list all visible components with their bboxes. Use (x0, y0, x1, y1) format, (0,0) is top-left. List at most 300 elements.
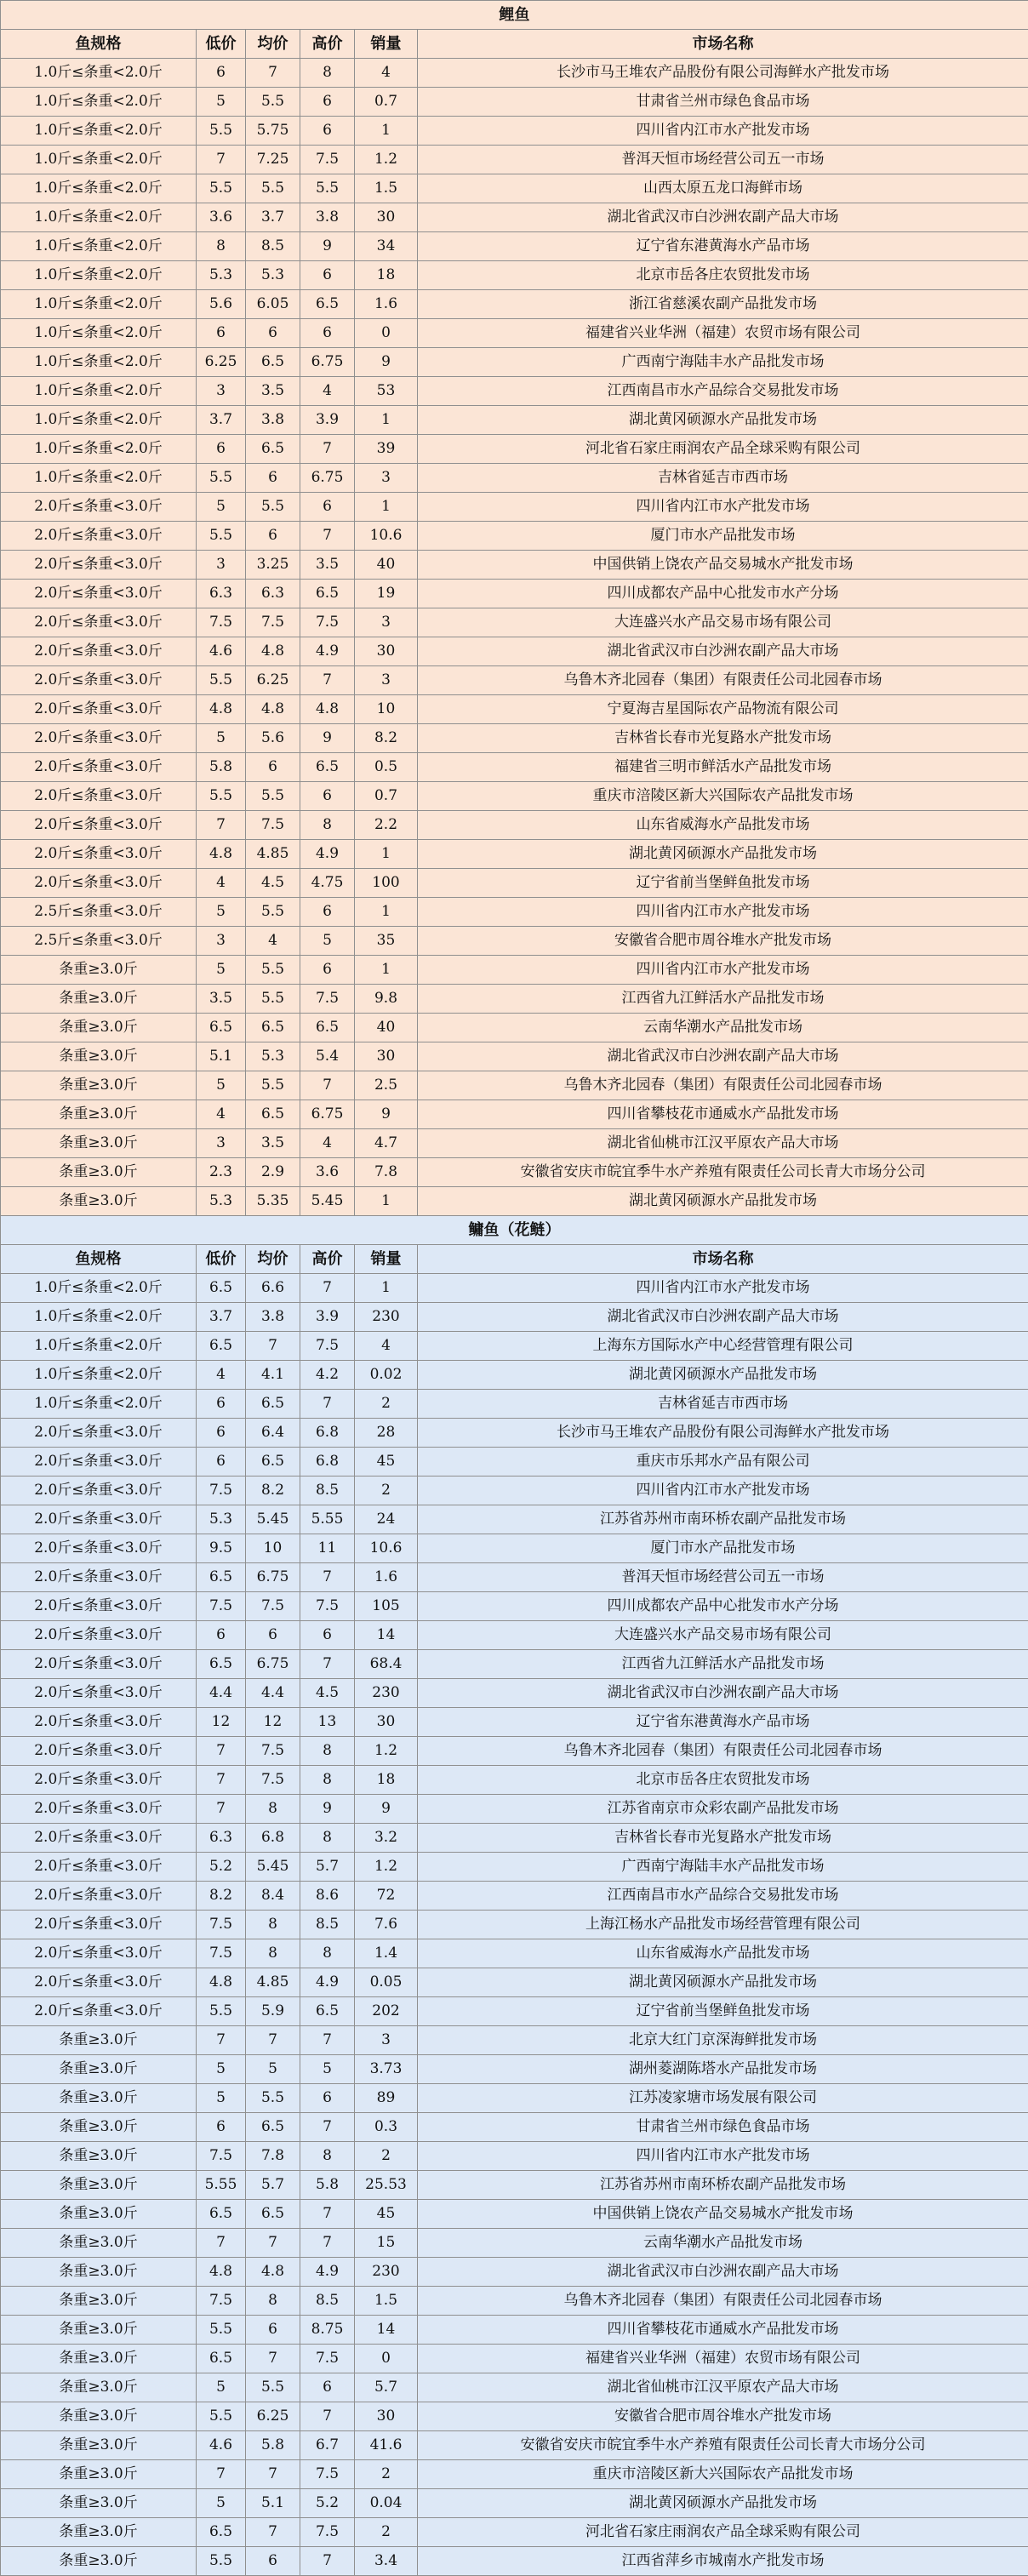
market-name-cell: 云南华潮水产品批发市场 (418, 2229, 1028, 2258)
volume-cell: 0.02 (355, 1361, 418, 1390)
spec-cell: 1.0斤≤条重<2.0斤 (1, 377, 197, 406)
avg-price-cell: 7 (246, 1332, 300, 1361)
low-price-cell: 5 (197, 88, 246, 117)
high-price-cell: 11 (300, 1534, 355, 1563)
volume-cell: 0.7 (355, 782, 418, 811)
high-price-cell: 7 (300, 522, 355, 551)
column-header: 低价 (197, 1245, 246, 1274)
spec-cell: 1.0斤≤条重<2.0斤 (1, 290, 197, 319)
spec-cell: 2.0斤≤条重<3.0斤 (1, 1824, 197, 1853)
spec-cell: 1.0斤≤条重<2.0斤 (1, 406, 197, 435)
high-price-cell: 4.9 (300, 2258, 355, 2287)
market-name-cell: 江苏省苏州市南环桥农副产品批发市场 (418, 2171, 1028, 2200)
low-price-cell: 7.5 (197, 1592, 246, 1621)
low-price-cell: 5.8 (197, 753, 246, 782)
high-price-cell: 6 (300, 956, 355, 985)
market-name-cell: 甘肃省兰州市绿色食品市场 (418, 88, 1028, 117)
market-name-cell: 四川成都农产品中心批发市水产分场 (418, 580, 1028, 608)
avg-price-cell: 8 (246, 2287, 300, 2316)
column-header: 高价 (300, 30, 355, 59)
volume-cell: 40 (355, 551, 418, 580)
market-name-cell: 湖北黄冈硕源水产品批发市场 (418, 1361, 1028, 1390)
high-price-cell: 4.8 (300, 695, 355, 724)
low-price-cell: 4.8 (197, 2258, 246, 2287)
high-price-cell: 7 (300, 2229, 355, 2258)
low-price-cell: 7 (197, 1737, 246, 1766)
market-name-cell: 四川省内江市水产批发市场 (418, 117, 1028, 146)
low-price-cell: 5 (197, 956, 246, 985)
spec-cell: 1.0斤≤条重<2.0斤 (1, 435, 197, 464)
table-row (1, 1911, 1028, 1939)
high-price-cell: 3.6 (300, 1158, 355, 1187)
spec-cell: 2.0斤≤条重<3.0斤 (1, 666, 197, 695)
high-price-cell: 8 (300, 1824, 355, 1853)
market-name-cell: 江西南昌市水产品综合交易批发市场 (418, 377, 1028, 406)
market-name-cell: 云南华潮水产品批发市场 (418, 1014, 1028, 1042)
table-row (1, 1476, 1028, 1505)
spec-cell: 条重≥3.0斤 (1, 985, 197, 1014)
low-price-cell: 6 (197, 319, 246, 348)
high-price-cell: 7 (300, 1071, 355, 1100)
avg-price-cell: 6 (246, 1621, 300, 1650)
volume-cell: 1.5 (355, 174, 418, 203)
table-row (1, 1968, 1028, 1997)
avg-price-cell: 6.5 (246, 2200, 300, 2229)
high-price-cell: 8 (300, 1737, 355, 1766)
low-price-cell: 6.5 (197, 2200, 246, 2229)
market-name-cell: 重庆市乐邦水产品有限公司 (418, 1448, 1028, 1476)
market-name-cell: 吉林省长春市光复路水产批发市场 (418, 724, 1028, 753)
avg-price-cell: 5.5 (246, 2084, 300, 2113)
avg-price-cell: 6.5 (246, 435, 300, 464)
low-price-cell: 5.3 (197, 1505, 246, 1534)
table-row (1, 2055, 1028, 2084)
spec-cell: 条重≥3.0斤 (1, 956, 197, 985)
high-price-cell: 6.5 (300, 1997, 355, 2026)
volume-cell: 0.3 (355, 2113, 418, 2142)
high-price-cell: 7.5 (300, 2345, 355, 2373)
high-price-cell: 4.9 (300, 1968, 355, 1997)
high-price-cell: 8.6 (300, 1882, 355, 1911)
volume-cell: 40 (355, 1014, 418, 1042)
high-price-cell: 6.5 (300, 1014, 355, 1042)
low-price-cell: 5.5 (197, 2547, 246, 2576)
table-row (1, 1708, 1028, 1737)
avg-price-cell: 5.6 (246, 724, 300, 753)
market-name-cell: 辽宁省前当堡鲜鱼批发市场 (418, 1997, 1028, 2026)
volume-cell: 1 (355, 840, 418, 869)
market-name-cell: 江苏凌家塘市场发展有限公司 (418, 2084, 1028, 2113)
spec-cell: 2.0斤≤条重<3.0斤 (1, 1419, 197, 1448)
avg-price-cell: 7 (246, 59, 300, 88)
table-row (1, 2287, 1028, 2316)
spec-cell: 条重≥3.0斤 (1, 2345, 197, 2373)
volume-cell: 8.2 (355, 724, 418, 753)
avg-price-cell: 6.5 (246, 2113, 300, 2142)
market-name-cell: 乌鲁木齐北园春（集团）有限责任公司北园春市场 (418, 666, 1028, 695)
column-header: 均价 (246, 1245, 300, 1274)
low-price-cell: 6 (197, 2113, 246, 2142)
spec-cell: 1.0斤≤条重<2.0斤 (1, 319, 197, 348)
table-row (1, 1766, 1028, 1795)
spec-cell: 2.5斤≤条重<3.0斤 (1, 927, 197, 956)
high-price-cell: 6.5 (300, 580, 355, 608)
spec-cell: 条重≥3.0斤 (1, 1129, 197, 1158)
market-name-cell: 山西太原五龙口海鲜市场 (418, 174, 1028, 203)
low-price-cell: 7 (197, 811, 246, 840)
high-price-cell: 13 (300, 1708, 355, 1737)
table-row (1, 2316, 1028, 2345)
market-name-cell: 山东省威海水产品批发市场 (418, 1939, 1028, 1968)
table-row (1, 117, 1028, 146)
spec-cell: 2.0斤≤条重<3.0斤 (1, 551, 197, 580)
avg-price-cell: 7 (246, 2026, 300, 2055)
volume-cell: 9 (355, 1100, 418, 1129)
avg-price-cell: 6.5 (246, 348, 300, 377)
avg-price-cell: 6.25 (246, 2402, 300, 2431)
volume-cell: 230 (355, 2258, 418, 2287)
spec-cell: 条重≥3.0斤 (1, 2316, 197, 2345)
volume-cell: 2 (355, 2460, 418, 2489)
avg-price-cell: 5.5 (246, 985, 300, 1014)
high-price-cell: 7 (300, 2113, 355, 2142)
table-row (1, 174, 1028, 203)
market-name-cell: 长沙市马王堆农产品股份有限公司海鲜水产批发市场 (418, 1419, 1028, 1448)
avg-price-cell: 5.5 (246, 782, 300, 811)
volume-cell: 9 (355, 1795, 418, 1824)
volume-cell: 9 (355, 348, 418, 377)
avg-price-cell: 6 (246, 753, 300, 782)
spec-cell: 2.5斤≤条重<3.0斤 (1, 898, 197, 927)
volume-cell: 3.4 (355, 2547, 418, 2576)
avg-price-cell: 7 (246, 2460, 300, 2489)
table-row (1, 88, 1028, 117)
volume-cell: 1.4 (355, 1939, 418, 1968)
table-row (1, 522, 1028, 551)
volume-cell: 4 (355, 59, 418, 88)
low-price-cell: 7.5 (197, 1911, 246, 1939)
spec-cell: 条重≥3.0斤 (1, 2431, 197, 2460)
market-name-cell: 吉林省延吉市西市场 (418, 464, 1028, 493)
table-row (1, 608, 1028, 637)
market-name-cell: 安徽省合肥市周谷堆水产批发市场 (418, 2402, 1028, 2431)
market-name-cell: 四川成都农产品中心批发市水产分场 (418, 1592, 1028, 1621)
high-price-cell: 5.4 (300, 1042, 355, 1071)
market-name-cell: 四川省内江市水产批发市场 (418, 1476, 1028, 1505)
market-name-cell: 江西南昌市水产品综合交易批发市场 (418, 1882, 1028, 1911)
avg-price-cell: 5.5 (246, 88, 300, 117)
spec-cell: 2.0斤≤条重<3.0斤 (1, 1737, 197, 1766)
market-name-cell: 辽宁省东港黄海水产品市场 (418, 1708, 1028, 1737)
market-name-cell: 四川省内江市水产批发市场 (418, 493, 1028, 522)
table-row (1, 580, 1028, 608)
table-row (1, 1187, 1028, 1216)
volume-cell: 4 (355, 1332, 418, 1361)
low-price-cell: 5.5 (197, 464, 246, 493)
table-row (1, 2171, 1028, 2200)
market-name-cell: 北京市岳各庄农贸批发市场 (418, 1766, 1028, 1795)
spec-cell: 1.0斤≤条重<2.0斤 (1, 1303, 197, 1332)
market-name-cell: 安徽省安庆市皖宜季牛水产养殖有限责任公司长青大市场分公司 (418, 1158, 1028, 1187)
low-price-cell: 6.5 (197, 1563, 246, 1592)
avg-price-cell: 8 (246, 1939, 300, 1968)
market-name-cell: 湖北黄冈硕源水产品批发市场 (418, 406, 1028, 435)
low-price-cell: 5 (197, 2055, 246, 2084)
high-price-cell: 4 (300, 377, 355, 406)
avg-price-cell: 7.5 (246, 1592, 300, 1621)
spec-cell: 条重≥3.0斤 (1, 2113, 197, 2142)
avg-price-cell: 6.05 (246, 290, 300, 319)
spec-cell: 2.0斤≤条重<3.0斤 (1, 782, 197, 811)
column-header: 市场名称 (418, 30, 1028, 59)
spec-cell: 1.0斤≤条重<2.0斤 (1, 261, 197, 290)
table-row (1, 1737, 1028, 1766)
low-price-cell: 2.3 (197, 1158, 246, 1187)
volume-cell: 45 (355, 2200, 418, 2229)
avg-price-cell: 7.25 (246, 146, 300, 174)
low-price-cell: 6.5 (197, 2345, 246, 2373)
avg-price-cell: 3.8 (246, 406, 300, 435)
market-name-cell: 湖北黄冈硕源水产品批发市场 (418, 840, 1028, 869)
table-row (1, 1679, 1028, 1708)
table-row (1, 435, 1028, 464)
low-price-cell: 7 (197, 2460, 246, 2489)
spec-cell: 2.0斤≤条重<3.0斤 (1, 1853, 197, 1882)
volume-cell: 1.2 (355, 1853, 418, 1882)
volume-cell: 105 (355, 1592, 418, 1621)
market-name-cell: 江苏省苏州市南环桥农副产品批发市场 (418, 1505, 1028, 1534)
low-price-cell: 5.5 (197, 522, 246, 551)
table-row (1, 203, 1028, 232)
table-row (1, 1563, 1028, 1592)
spec-cell: 2.0斤≤条重<3.0斤 (1, 1448, 197, 1476)
high-price-cell: 7.5 (300, 146, 355, 174)
spec-cell: 条重≥3.0斤 (1, 2026, 197, 2055)
table-row (1, 232, 1028, 261)
high-price-cell: 4.9 (300, 637, 355, 666)
low-price-cell: 6.5 (197, 1650, 246, 1679)
table-row (1, 1505, 1028, 1534)
avg-price-cell: 5.5 (246, 174, 300, 203)
volume-cell: 1 (355, 898, 418, 927)
table-row (1, 1795, 1028, 1824)
market-name-cell: 重庆市涪陵区新大兴国际农产品批发市场 (418, 782, 1028, 811)
volume-cell: 30 (355, 203, 418, 232)
high-price-cell: 7 (300, 1390, 355, 1419)
avg-price-cell: 4.8 (246, 695, 300, 724)
spec-cell: 条重≥3.0斤 (1, 1071, 197, 1100)
volume-cell: 4.7 (355, 1129, 418, 1158)
spec-cell: 2.0斤≤条重<3.0斤 (1, 522, 197, 551)
volume-cell: 10 (355, 695, 418, 724)
column-header-row (1, 30, 1028, 59)
low-price-cell: 5 (197, 493, 246, 522)
column-header: 低价 (197, 30, 246, 59)
avg-price-cell: 7 (246, 2345, 300, 2373)
low-price-cell: 5.1 (197, 1042, 246, 1071)
avg-price-cell: 6 (246, 319, 300, 348)
avg-price-cell: 6.6 (246, 1274, 300, 1303)
high-price-cell: 6 (300, 493, 355, 522)
spec-cell: 1.0斤≤条重<2.0斤 (1, 174, 197, 203)
table-row (1, 1014, 1028, 1042)
volume-cell: 230 (355, 1679, 418, 1708)
table-row (1, 146, 1028, 174)
avg-price-cell: 5.75 (246, 117, 300, 146)
table-row (1, 666, 1028, 695)
market-name-cell: 河北省石家庄雨润农产品全球采购有限公司 (418, 435, 1028, 464)
market-name-cell: 四川省内江市水产批发市场 (418, 898, 1028, 927)
low-price-cell: 7 (197, 2229, 246, 2258)
table-row (1, 2142, 1028, 2171)
table-row (1, 898, 1028, 927)
spec-cell: 2.0斤≤条重<3.0斤 (1, 1650, 197, 1679)
high-price-cell: 3.8 (300, 203, 355, 232)
spec-cell: 2.0斤≤条重<3.0斤 (1, 1997, 197, 2026)
avg-price-cell: 6.5 (246, 1448, 300, 1476)
high-price-cell: 6 (300, 117, 355, 146)
table-row (1, 1824, 1028, 1853)
table-row (1, 464, 1028, 493)
low-price-cell: 4.8 (197, 695, 246, 724)
volume-cell: 9.8 (355, 985, 418, 1014)
avg-price-cell: 6 (246, 2547, 300, 2576)
spec-cell: 1.0斤≤条重<2.0斤 (1, 59, 197, 88)
table-row (1, 377, 1028, 406)
low-price-cell: 6 (197, 1419, 246, 1448)
avg-price-cell: 4.5 (246, 869, 300, 898)
table-row (1, 2489, 1028, 2518)
high-price-cell: 8.5 (300, 2287, 355, 2316)
spec-cell: 条重≥3.0斤 (1, 2142, 197, 2171)
volume-cell: 1.2 (355, 1737, 418, 1766)
low-price-cell: 4.6 (197, 2431, 246, 2460)
volume-cell: 1 (355, 117, 418, 146)
volume-cell: 230 (355, 1303, 418, 1332)
market-name-cell: 中国供销上饶农产品交易城水产批发市场 (418, 2200, 1028, 2229)
avg-price-cell: 6.5 (246, 1100, 300, 1129)
high-price-cell: 6.75 (300, 464, 355, 493)
volume-cell: 1 (355, 493, 418, 522)
volume-cell: 0 (355, 2345, 418, 2373)
avg-price-cell: 7.5 (246, 608, 300, 637)
high-price-cell: 6 (300, 88, 355, 117)
market-name-cell: 上海江杨水产品批发市场经营管理有限公司 (418, 1911, 1028, 1939)
low-price-cell: 7.5 (197, 2142, 246, 2171)
low-price-cell: 7 (197, 146, 246, 174)
market-name-cell: 湖北黄冈硕源水产品批发市场 (418, 1968, 1028, 1997)
table-row (1, 1332, 1028, 1361)
low-price-cell: 5.5 (197, 2316, 246, 2345)
market-name-cell: 湖州菱湖陈塔水产品批发市场 (418, 2055, 1028, 2084)
high-price-cell: 9 (300, 1795, 355, 1824)
low-price-cell: 4 (197, 1361, 246, 1390)
avg-price-cell: 5.35 (246, 1187, 300, 1216)
table-row (1, 1997, 1028, 2026)
table-row (1, 1853, 1028, 1882)
spec-cell: 条重≥3.0斤 (1, 1100, 197, 1129)
spec-cell: 2.0斤≤条重<3.0斤 (1, 1679, 197, 1708)
market-name-cell: 安徽省合肥市周谷堆水产批发市场 (418, 927, 1028, 956)
volume-cell: 30 (355, 637, 418, 666)
spec-cell: 2.0斤≤条重<3.0斤 (1, 1592, 197, 1621)
table-row (1, 1361, 1028, 1390)
low-price-cell: 6 (197, 59, 246, 88)
spec-cell: 2.0斤≤条重<3.0斤 (1, 869, 197, 898)
market-name-cell: 厦门市水产品批发市场 (418, 1534, 1028, 1563)
volume-cell: 0.7 (355, 88, 418, 117)
market-name-cell: 广西南宁海陆丰水产品批发市场 (418, 1853, 1028, 1882)
table-row (1, 1158, 1028, 1187)
high-price-cell: 5.8 (300, 2171, 355, 2200)
column-header: 鱼规格 (1, 1245, 197, 1274)
market-name-cell: 四川省内江市水产批发市场 (418, 1274, 1028, 1303)
avg-price-cell: 7.5 (246, 1737, 300, 1766)
avg-price-cell: 7 (246, 2229, 300, 2258)
spec-cell: 2.0斤≤条重<3.0斤 (1, 1505, 197, 1534)
market-name-cell: 福建省三明市鲜活水产品批发市场 (418, 753, 1028, 782)
spec-cell: 条重≥3.0斤 (1, 2373, 197, 2402)
table-row (1, 1390, 1028, 1419)
volume-cell: 19 (355, 580, 418, 608)
section-title-row (1, 1, 1028, 30)
spec-cell: 1.0斤≤条重<2.0斤 (1, 1274, 197, 1303)
column-header: 市场名称 (418, 1245, 1028, 1274)
market-name-cell: 辽宁省前当堡鲜鱼批发市场 (418, 869, 1028, 898)
high-price-cell: 8.5 (300, 1911, 355, 1939)
avg-price-cell: 5.45 (246, 1853, 300, 1882)
spec-cell: 条重≥3.0斤 (1, 2402, 197, 2431)
avg-price-cell: 3.25 (246, 551, 300, 580)
high-price-cell: 4.75 (300, 869, 355, 898)
high-price-cell: 8 (300, 59, 355, 88)
section-title: 鲤鱼 (1, 1, 1028, 30)
spec-cell: 1.0斤≤条重<2.0斤 (1, 88, 197, 117)
volume-cell: 34 (355, 232, 418, 261)
table-row (1, 1129, 1028, 1158)
table-row (1, 261, 1028, 290)
high-price-cell: 4 (300, 1129, 355, 1158)
volume-cell: 39 (355, 435, 418, 464)
low-price-cell: 5.5 (197, 666, 246, 695)
volume-cell: 30 (355, 1042, 418, 1071)
high-price-cell: 6.8 (300, 1419, 355, 1448)
volume-cell: 7.8 (355, 1158, 418, 1187)
high-price-cell: 6 (300, 782, 355, 811)
avg-price-cell: 5.45 (246, 1505, 300, 1534)
low-price-cell: 3 (197, 927, 246, 956)
market-name-cell: 湖北省武汉市白沙洲农副产品大市场 (418, 637, 1028, 666)
volume-cell: 0 (355, 319, 418, 348)
avg-price-cell: 7.8 (246, 2142, 300, 2171)
spec-cell: 2.0斤≤条重<3.0斤 (1, 753, 197, 782)
volume-cell: 2.5 (355, 1071, 418, 1100)
low-price-cell: 7.5 (197, 1476, 246, 1505)
market-name-cell: 湖北省武汉市白沙洲农副产品大市场 (418, 203, 1028, 232)
volume-cell: 45 (355, 1448, 418, 1476)
volume-cell: 28 (355, 1419, 418, 1448)
volume-cell: 3.2 (355, 1824, 418, 1853)
table-row (1, 2373, 1028, 2402)
low-price-cell: 5 (197, 2373, 246, 2402)
low-price-cell: 3 (197, 1129, 246, 1158)
market-name-cell: 福建省兴业华洲（福建）农贸市场有限公司 (418, 319, 1028, 348)
volume-cell: 1.5 (355, 2287, 418, 2316)
avg-price-cell: 5.7 (246, 2171, 300, 2200)
table-row (1, 1592, 1028, 1621)
high-price-cell: 7.5 (300, 608, 355, 637)
low-price-cell: 5 (197, 724, 246, 753)
